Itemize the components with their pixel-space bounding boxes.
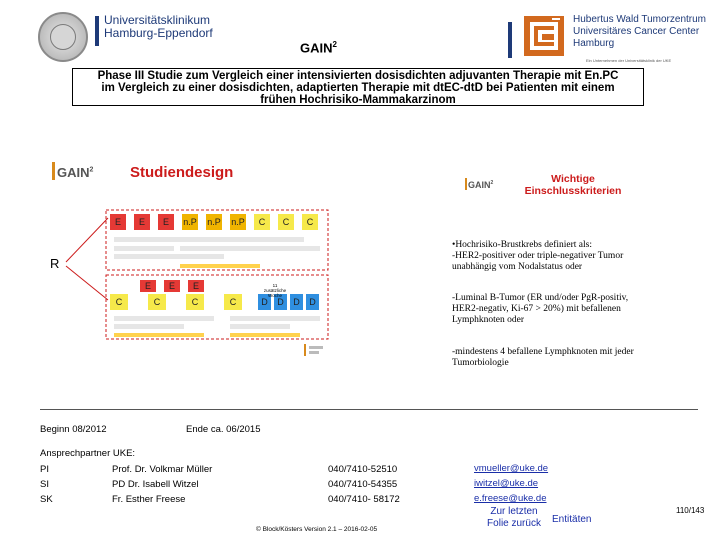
figure-mini-logo-text-2: [309, 351, 319, 354]
criteria-1-line-1: •Hochrisiko-Brustkrebs definiert als:: [452, 240, 592, 250]
contact-role-pi: PI: [40, 464, 49, 475]
arm2-pegfilgrastim-bar-1: [114, 333, 204, 337]
back-line-2: Folie zurück: [487, 518, 541, 529]
contact-email-sk[interactable]: e.freese@uke.de: [474, 493, 547, 504]
contact-phone-pi: 040/7410-52510: [328, 464, 398, 475]
criteria-heading-line-1: Wichtige: [551, 173, 595, 185]
arm2-gap-line-3: Woche: [268, 293, 282, 298]
contact-role-si: SI: [40, 479, 49, 490]
arm2-top-1-label: E: [168, 281, 176, 291]
uke-name-line-1: Universitätsklinikum: [104, 13, 211, 27]
contact-name-si: PD Dr. Isabell Witzel: [112, 479, 199, 490]
study-title-line-2: im Vergleich zu einer dosisdichten, adaptierten Therapie mit dtEC-dtD bei Patienten mit einem: [101, 82, 615, 94]
arm2-pegfilgrastim-bar-2: [230, 333, 300, 337]
copyright-note: © Block/Kösters Version 2.1 – 2016-02-05: [256, 526, 378, 533]
criteria-2-line-1: -Luminal B-Tumor (ER und/oder PgR-positiv,: [452, 293, 629, 303]
arm2-d-1-label: D: [277, 297, 284, 307]
study-design-heading: Studiendesign: [130, 164, 234, 181]
arm2-c-3-label: C: [229, 297, 237, 307]
arm2-note-bar-3: [230, 316, 320, 321]
arm1-3-label: n.P: [183, 217, 197, 227]
arm2-c-0-label: C: [115, 297, 123, 307]
arm1-0-label: E: [114, 217, 122, 227]
gain-logo-small-text: GAIN: [468, 180, 491, 190]
page-title-main: GAIN: [300, 40, 333, 56]
arm2-c-1-label: C: [153, 297, 161, 307]
arm1-6-label: C: [258, 217, 266, 227]
hw-tagline: Ein Unternehmen der Universitätsklinik der UKE: [586, 58, 672, 63]
criteria-1-line-3: unabhängig vom Nodalstatus oder: [452, 262, 583, 272]
randomization-label: R: [50, 256, 60, 271]
arm1-pegfilgrastim-bar: [180, 264, 260, 268]
arm1-note-bar-1: [114, 237, 304, 242]
study-begin: Beginn 08/2012: [40, 424, 107, 435]
contact-email-si[interactable]: iwitzel@uke.de: [474, 478, 539, 489]
criteria-1-line-2: -HER2-positiver oder triple-negativer Tumor: [452, 251, 624, 261]
study-end: Ende ca. 06/2015: [186, 424, 261, 435]
criteria-2-line-3: Lymphknoten oder: [452, 315, 525, 325]
divider: [40, 409, 698, 410]
gain-logo-sup: 2: [89, 166, 94, 174]
arm1-8-label: C: [306, 217, 314, 227]
back-line-1: Zur letzten: [490, 506, 538, 517]
figure-mini-logo-text-1: [309, 346, 323, 349]
arm1-5-label: n.P: [231, 217, 245, 227]
arm2-note-bar-2: [114, 324, 184, 329]
hw-name-line-2: Universitäres Cancer Center Hamburg: [573, 26, 700, 49]
page-number: 110/143: [676, 506, 705, 515]
criteria-3-line-2: Tumorbiologie: [452, 358, 509, 368]
criteria-heading-line-2: Einschlusskriterien: [524, 185, 622, 197]
criteria-block-2: [452, 293, 642, 326]
arm2-gap-line-2: zusätzliche: [263, 288, 287, 293]
arm2-note-bar-1: [114, 316, 214, 321]
arm2-d-2-label: D: [293, 297, 300, 307]
arm2-extra-week-note: [262, 283, 288, 298]
contact-role-sk: SK: [40, 494, 53, 505]
contact-label: Ansprechpartner UKE:: [40, 448, 136, 459]
arm1-boxes: [110, 214, 318, 230]
arm2-note-bar-4: [230, 324, 290, 329]
arm1-note-bar-3: [180, 246, 320, 251]
arm2-gap-line-1: 11: [272, 283, 278, 288]
criteria-block-1: [452, 240, 642, 273]
arm2-d-3-label: D: [309, 297, 316, 307]
criteria-2-line-2: HER2-negativ, Ki-67 > 20%) mit befallenen: [452, 304, 621, 314]
criteria-block-3: [452, 347, 642, 369]
gain-logo-text: GAIN: [57, 165, 90, 180]
figure-mini-logo-bar: [304, 344, 306, 356]
arm2-c-2-label: C: [191, 297, 199, 307]
randomization-branch-upper: [66, 218, 108, 262]
arm2-top-2-label: E: [192, 281, 200, 291]
back-to-last-slide-button[interactable]: [478, 506, 550, 530]
gain-logo-small-sup: 2: [490, 180, 494, 186]
contact-phone-sk: 040/7410- 58172: [328, 494, 400, 505]
randomization-branch-lower: [66, 266, 108, 300]
contact-name-sk: Fr. Esther Freese: [112, 494, 186, 505]
arm1-4-label: n.P: [207, 217, 221, 227]
arm2-top-0-label: E: [144, 281, 152, 291]
study-title-line-3: frühen Hochrisiko-Mammakarzinom: [260, 94, 456, 106]
arm1-note-bar-4: [114, 254, 224, 259]
study-title-line-1: Phase III Studie zum Vergleich einer intensivierten dosisdichten adjuvanten Therapie mit En.PC: [97, 70, 619, 82]
contact-name-pi: Prof. Dr. Volkmar Müller: [112, 464, 213, 475]
arm1-1-label: E: [138, 217, 146, 227]
criteria-3-line-1: -mindestens 4 befallene Lymphknoten mit jeder: [452, 347, 634, 357]
arm1-note-bar-2: [114, 246, 174, 251]
arm2-d-0-label: D: [261, 297, 268, 307]
uke-name-line-2: Hamburg-Eppendorf: [104, 26, 213, 40]
arm1-7-label: C: [282, 217, 290, 227]
arm1-2-label: E: [162, 217, 170, 227]
contact-phone-si: 040/7410-54355: [328, 479, 398, 490]
page-title-sup: 2: [332, 40, 337, 49]
contact-email-pi[interactable]: vmueller@uke.de: [474, 463, 549, 474]
entities-button[interactable]: Entitäten: [552, 514, 592, 525]
hw-name-line-1: Hubertus Wald Tumorzentrum: [573, 14, 707, 25]
